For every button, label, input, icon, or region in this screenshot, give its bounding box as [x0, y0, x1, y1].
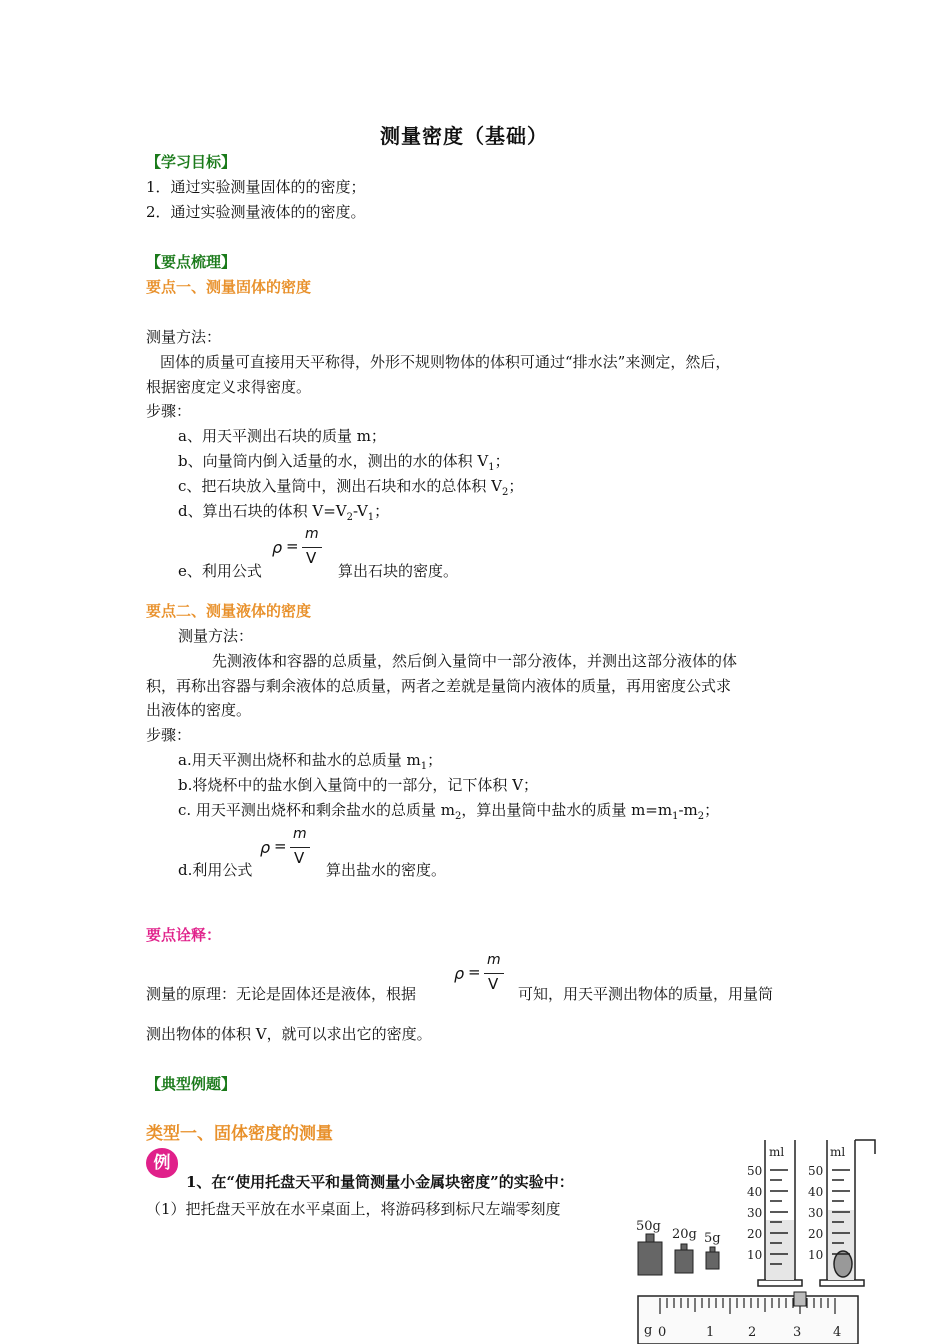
point2-step-d-pre: d.利用公式	[178, 861, 253, 879]
ruler-label: 3	[793, 1325, 802, 1340]
cylinder-mark: 30	[808, 1206, 824, 1220]
weight-label: 5g	[704, 1231, 721, 1246]
question-1-part-1: （1）把托盘天平放在水平桌面上，将游码移到标尺左端零刻度	[146, 1200, 561, 1218]
goal-item: 1．通过实验测量固体的的密度；	[146, 178, 366, 196]
ruler-label: 4	[833, 1325, 842, 1340]
point1-step-e-post: 算出石块的密度。	[338, 562, 459, 580]
point1-step-c: c、把石块放入量筒中，测出石块和水的总体积 $V_2$；	[178, 477, 524, 498]
point2-step-b: b.将烧杯中的盐水倒入量筒中的一部分，记下体积 V；	[178, 776, 538, 794]
balance-ruler	[638, 1292, 858, 1344]
point1-step-d: d、算出石块的体积 $V=V_2-V_1$；	[178, 502, 390, 523]
cylinder-mark: 10	[808, 1248, 824, 1262]
point1-step-a: a、用天平测出石块的质量 m；	[178, 427, 386, 445]
ruler-label: 0	[658, 1325, 667, 1340]
point2-step-a: a.用天平测出烧杯和盐水的总质量 $m_1$；	[178, 751, 443, 772]
density-formula: ρ = m V	[454, 952, 514, 998]
explain-header: 要点诠释：	[146, 926, 222, 944]
example-badge: 例	[146, 1148, 178, 1178]
point2-method-line: 积，再称出容器与剩余液体的总质量，两者之差就是量筒内液体的质量，再用密度公式求	[146, 677, 732, 695]
experiment-figure	[630, 1130, 880, 1344]
cylinder-unit: ml	[769, 1145, 785, 1159]
page-title: 测量密度（基础）	[380, 124, 548, 148]
explain-line-post: 可知，用天平测出物体的质量，用量筒	[518, 985, 774, 1003]
cylinder-unit: ml	[830, 1145, 846, 1159]
point1-header: 要点一、测量固体的密度	[146, 278, 312, 296]
point2-steps-label: 步骤：	[146, 726, 192, 744]
cylinder-mark: 20	[747, 1227, 763, 1241]
explain-line-pre: 测量的原理：无论是固体还是液体，根据	[146, 985, 417, 1003]
goals-header: 【学习目标】	[146, 153, 237, 171]
cylinder-mark: 10	[747, 1248, 763, 1262]
point1-method-label: 测量方法：	[146, 328, 222, 346]
point1-method-line: 固体的质量可直接用天平称得，外形不规则物体的体积可通过“排水法”来测定，然后，	[160, 353, 731, 371]
point1-step-b: b、向量筒内倒入适量的水，测出的水的体积 $V_1$；	[178, 452, 510, 473]
point2-method-line: 先测液体和容器的总质量，然后倒入量筒中一部分液体，并测出这部分液体的体	[212, 652, 738, 670]
point2-header: 要点二、测量液体的密度	[146, 602, 312, 620]
point1-steps-label: 步骤：	[146, 402, 192, 420]
ruler-label: 1	[706, 1325, 715, 1340]
ruler-unit: g	[644, 1323, 653, 1338]
density-formula: ρ = m V	[260, 826, 320, 872]
point2-step-d-post: 算出盐水的密度。	[326, 861, 447, 879]
ruler-label: 2	[748, 1325, 757, 1340]
point1-method-line: 根据密度定义求得密度。	[146, 378, 312, 396]
weight-label: 50g	[636, 1219, 661, 1234]
cylinder-mark: 40	[808, 1185, 824, 1199]
density-formula: ρ = m V	[272, 526, 332, 572]
cylinder-mark: 50	[808, 1164, 824, 1178]
cylinder-mark: 40	[747, 1185, 763, 1199]
question-1: 1、在“使用托盘天平和量筒测量小金属块密度”的实验中：	[186, 1173, 574, 1191]
weight-label: 20g	[672, 1227, 697, 1242]
cylinder-mark: 30	[747, 1206, 763, 1220]
rider	[794, 1292, 806, 1306]
point2-method-label: 测量方法：	[178, 627, 254, 645]
cylinder-mark: 20	[808, 1227, 824, 1241]
examples-header: 【典型例题】	[146, 1075, 237, 1093]
type1-header: 类型一、固体密度的测量	[146, 1124, 333, 1144]
key-points-header: 【要点梳理】	[146, 253, 237, 271]
cylinder-mark: 50	[747, 1164, 763, 1178]
explain-line: 测出物体的体积 V，就可以求出它的密度。	[146, 1025, 432, 1043]
point2-step-c: c. 用天平测出烧杯和剩余盐水的总质量 $m_2$，算出量筒中盐水的质量 $m=m_1-m_2$；	[178, 801, 720, 822]
point1-step-e-pre: e、利用公式	[178, 562, 262, 580]
goal-item: 2．通过实验测量液体的的密度。	[146, 203, 366, 221]
measuring-cylinder	[820, 1140, 875, 1286]
point2-method-line: 出液体的密度。	[146, 701, 252, 719]
